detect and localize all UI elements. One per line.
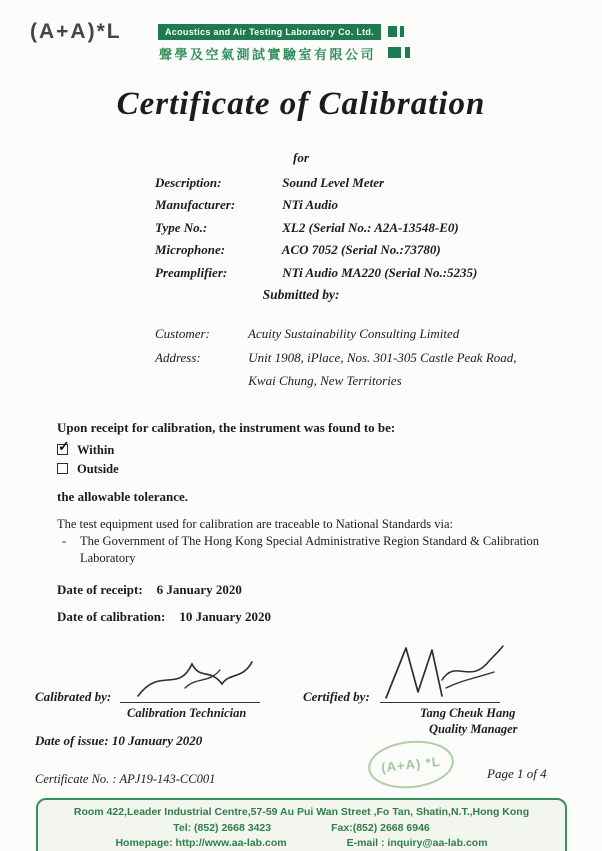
traceability-line3: Laboratory <box>80 551 136 565</box>
spec-label: Type No.: <box>155 219 208 235</box>
checkbox-row-within <box>57 440 115 458</box>
submitted-by-label: Submitted by: <box>262 287 340 302</box>
address-row <box>155 346 517 370</box>
date-issue-value: 10 January 2020 <box>111 733 203 748</box>
spec-value: XL2 (Serial No.: A2A-13548-E0) <box>282 219 459 235</box>
certificate-number-label: Certificate No. : <box>35 772 117 786</box>
certified-by-label: Certified by: <box>303 689 370 704</box>
for-label: for <box>293 150 309 165</box>
calibrated-signature <box>130 654 260 704</box>
calibrated-by-title: Calibration Technician <box>127 706 247 720</box>
address-line1: Unit 1908, iPlace, Nos. 301-305 Castle Peak Road, <box>248 349 517 365</box>
company-name-chinese: 聲學及空氣測試實驗室有限公司 <box>159 47 377 62</box>
footer-tel: Tel: (852) 2668 3423 <box>173 821 272 834</box>
calibrated-by-label: Calibrated by: <box>35 689 112 704</box>
certified-by-name: Tang Cheuk Hang <box>420 706 516 720</box>
date-calibration-label: Date of calibration: <box>57 609 166 624</box>
spec-value: ACO 7052 (Serial No.:73780) <box>281 242 441 258</box>
spec-label: Microphone: <box>155 242 226 258</box>
outside-checkbox <box>57 463 68 474</box>
address-label: Address: <box>155 349 201 365</box>
address-line2: Kwai Chung, New Territories <box>248 373 402 388</box>
date-calibration-value: 10 January 2020 <box>179 609 272 624</box>
within-label: Within <box>77 443 115 457</box>
check-icon: ✓ <box>58 440 70 455</box>
traceability-line2: The Government of The Hong Kong Special Administrative Region Standard & Calibration <box>80 534 540 548</box>
calibrated-signature-line <box>120 702 260 703</box>
spec-row <box>155 175 477 197</box>
spec-value: Sound Level Meter <box>282 175 385 190</box>
spec-row <box>155 242 477 264</box>
certified-signature <box>372 640 507 704</box>
within-checkbox <box>57 440 70 455</box>
customer-row <box>155 322 517 346</box>
customer-name: Acuity Sustainability Consulting Limited <box>248 326 460 341</box>
spec-row <box>155 220 477 242</box>
date-receipt-label: Date of receipt: <box>57 582 143 597</box>
footer-fax: Fax:(852) 2668 6946 <box>331 821 430 834</box>
date-of-calibration <box>57 609 271 625</box>
footer-address-box <box>36 798 567 851</box>
date-receipt-value: 6 January 2020 <box>156 582 242 597</box>
banner-mark-icon <box>405 47 410 58</box>
company-logo: (A+A)*L <box>30 20 122 43</box>
footer-homepage: Homepage: http://www.aa-lab.com <box>115 837 287 849</box>
tolerance-statement: the allowable tolerance. <box>57 489 189 504</box>
spec-label: Description: <box>155 175 222 190</box>
page-number: Page 1 of 4 <box>487 766 547 781</box>
spec-row <box>155 265 477 287</box>
date-issue-label: Date of issue: <box>35 733 109 748</box>
date-of-issue <box>35 733 202 749</box>
document-title: Certificate of Calibration <box>116 86 486 122</box>
address-row <box>155 369 517 393</box>
spec-label: Preamplifier: <box>155 264 228 280</box>
footer-web-line <box>38 836 565 851</box>
company-name-banner: Acoustics and Air Testing Laboratory Co. Ltd. <box>158 24 381 40</box>
spec-row <box>155 197 477 219</box>
banner-mark-icon <box>388 26 397 37</box>
customer-block <box>155 322 517 393</box>
certificate-number <box>35 772 215 787</box>
spec-value: NTi Audio <box>282 197 338 213</box>
instrument-specs <box>155 175 477 287</box>
certificate-number-value: APJ19-143-CC001 <box>119 772 216 786</box>
footer-contact-line <box>38 821 565 837</box>
checkbox-row-outside <box>57 462 119 477</box>
footer-email: E-mail : inquiry@aa-lab.com <box>346 837 488 849</box>
banner-mark-icon <box>400 26 404 37</box>
date-of-receipt <box>57 582 242 598</box>
outside-label: Outside <box>77 462 119 476</box>
certified-signature-line <box>380 702 500 703</box>
spec-value: NTi Audio MA220 (Serial No.:5235) <box>282 264 478 280</box>
spec-label: Manufacturer: <box>155 197 236 213</box>
company-stamp: (A+A) *L <box>366 737 456 793</box>
traceability-dash: - <box>62 534 67 548</box>
footer-address: Room 422,Leader Industrial Centre,57-59 Au Pui Wan Street ,Fo Tan, Shatin,N.T.,Hong Kong <box>73 806 530 818</box>
traceability-line1: The test equipment used for calibration are traceable to National Standards via: <box>57 517 454 531</box>
customer-label: Customer: <box>155 326 210 341</box>
banner-mark-icon <box>388 47 401 58</box>
receipt-statement: Upon receipt for calibration, the instrument was found to be: <box>57 420 396 435</box>
certified-by-title: Quality Manager <box>429 722 518 736</box>
